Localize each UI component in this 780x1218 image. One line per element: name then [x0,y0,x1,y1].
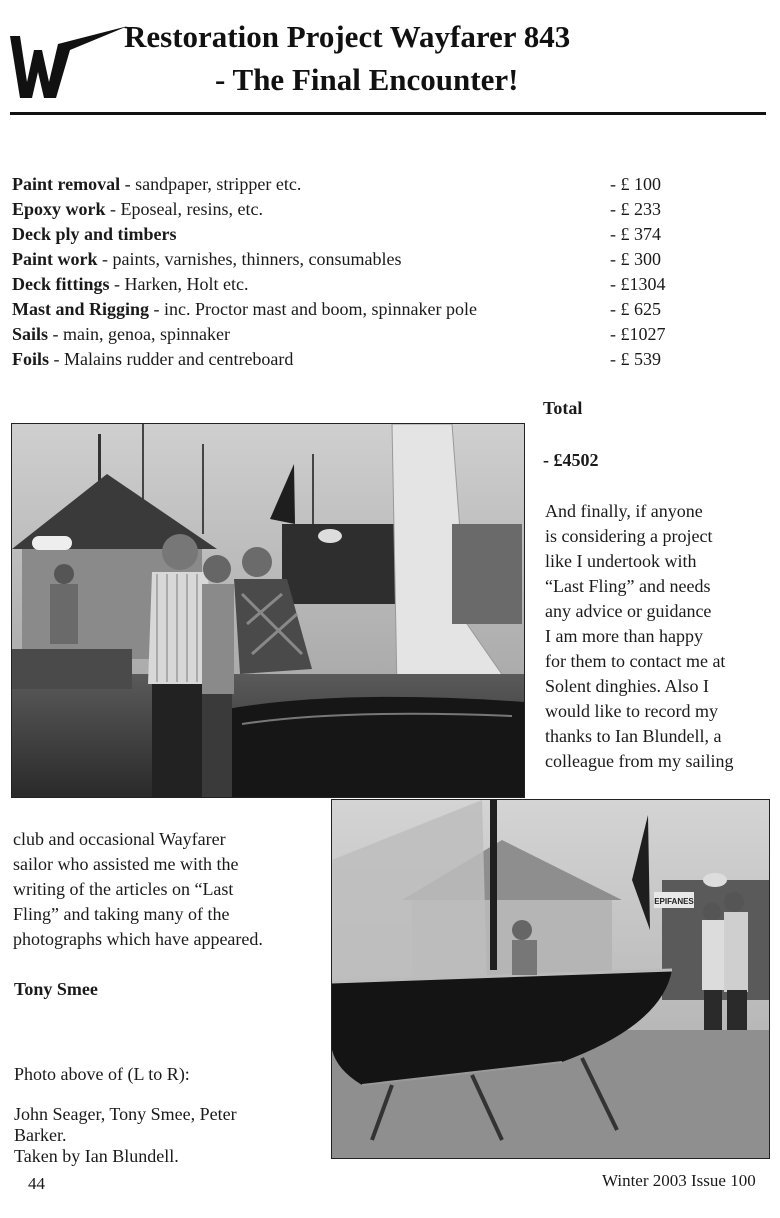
photo-boat-show-group [11,423,525,798]
page-number: 44 [28,1174,45,1193]
cost-label [12,222,177,247]
cost-item: Foils [12,349,50,369]
cost-amount: - £1027 [610,324,666,344]
cost-detail: - Eposeal, resins, etc. [105,199,263,219]
issue-label: Winter 2003 Issue 100 [602,1171,756,1190]
text-line: John Seager, Tony Smee, Peter [14,1104,237,1124]
cost-detail: - paints, varnishes, thinners, consumables [97,249,402,269]
title-divider [10,112,766,115]
text-line: is considering a project [545,526,713,546]
cost-label [12,347,293,372]
text-line: like I undertook with [545,551,697,571]
page-title-line-1: Restoration Project Wayfarer 843 [124,19,571,54]
cost-label [12,247,401,272]
total-label: Total [543,398,583,418]
cost-label [12,197,263,222]
author-name: Tony Smee [14,979,98,999]
cost-item: Deck fittings [12,274,110,294]
page-title-line-2: - The Final Encounter! [215,62,519,97]
cost-row [12,297,712,322]
text-line: would like to record my [545,701,718,721]
text-line: Solent dinghies. Also I [545,676,710,696]
cost-amount: - £1304 [610,274,666,294]
photo-restored-dinghy [331,799,770,1159]
cost-item: Paint work [12,249,98,269]
cost-amount: - £ 100 [610,174,661,194]
text-line: Fling” and taking many of the [13,904,230,924]
cost-item: Deck ply and timbers [12,224,177,244]
cost-label [12,297,477,322]
cost-item: Paint removal [12,174,121,194]
cost-detail: - Malains rudder and centreboard [49,349,294,369]
cost-detail: - main, genoa, spinnaker [48,324,230,344]
cost-row [12,172,712,197]
text-line: “Last Fling” and needs [545,576,711,596]
text-line: Barker. [14,1125,67,1145]
cost-label [12,172,301,197]
cost-amount: - £ 233 [610,199,661,219]
cost-row [12,272,712,297]
cost-row [12,247,712,272]
photo-credits [14,1104,237,1167]
total-value: - £4502 [543,450,599,470]
photo-caption: Photo above of (L to R): [14,1064,190,1084]
cost-label [12,322,230,347]
cost-amount: - £ 625 [610,299,661,319]
cost-row [12,197,712,222]
cost-row [12,222,712,247]
cost-item: Sails [12,324,49,344]
cost-row [12,322,712,347]
text-line: for them to contact me at [545,651,726,671]
text-line: And finally, if anyone [545,501,703,521]
cost-label [12,272,248,297]
cost-amount: - £ 539 [610,349,661,369]
cost-detail: - sandpaper, stripper etc. [120,174,302,194]
closing-paragraph-part-1 [545,499,733,774]
wayfarer-logo [10,24,130,104]
cost-detail: - Harken, Holt etc. [109,274,249,294]
text-line: any advice or guidance [545,601,712,621]
cost-item: Mast and Rigging [12,299,150,319]
epifanes-sign: EPIFANES [654,897,694,906]
cost-item: Epoxy work [12,199,106,219]
text-line: photographs which have appeared. [13,929,263,949]
cost-row [12,347,712,372]
text-line: writing of the articles on “Last [13,879,234,899]
cost-detail: - inc. Proctor mast and boom, spinnaker pole [149,299,477,319]
cost-amount: - £ 300 [610,249,661,269]
text-line: club and occasional Wayfarer [13,829,226,849]
text-line: I am more than happy [545,626,703,646]
closing-paragraph-part-2 [13,827,263,952]
text-line: thanks to Ian Blundell, a [545,726,722,746]
text-line: colleague from my sailing [545,751,734,771]
text-line: Taken by Ian Blundell. [14,1146,179,1166]
text-line: sailor who assisted me with the [13,854,239,874]
cost-amount: - £ 374 [610,224,661,244]
